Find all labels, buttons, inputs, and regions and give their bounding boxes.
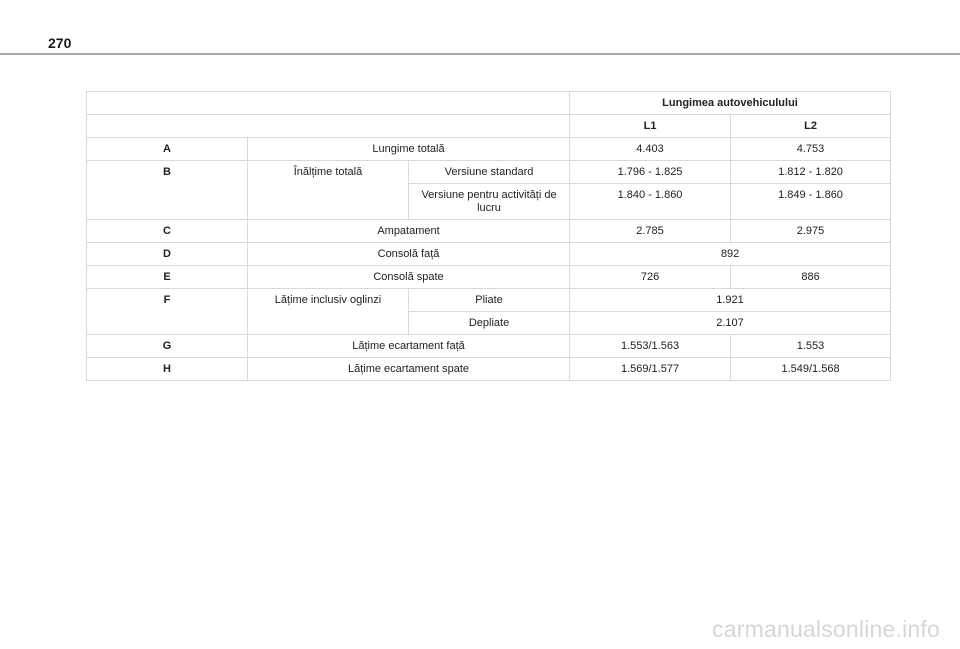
row-sublabel: Pliate — [409, 289, 570, 312]
value-l1: 726 — [570, 266, 731, 289]
value-l1: 1.840 - 1.860 — [570, 184, 731, 220]
header-divider — [0, 53, 960, 55]
row-sublabel: Depliate — [409, 312, 570, 335]
table-header-row — [87, 92, 891, 115]
value-l2: 4.753 — [731, 138, 891, 161]
value-l2: 1.812 - 1.820 — [731, 161, 891, 184]
row-label: Consolă față — [248, 243, 570, 266]
value-l2: 1.553 — [731, 335, 891, 358]
value-l1: 1.553/1.563 — [570, 335, 731, 358]
row-code: D — [87, 243, 248, 266]
row-code: F — [87, 289, 248, 335]
value-shared: 892 — [570, 243, 891, 266]
table-row — [87, 335, 891, 358]
value-shared: 1.921 — [570, 289, 891, 312]
vehicle-length-header: Lungimea autovehiculului — [570, 92, 891, 115]
value-l1: 1.569/1.577 — [570, 358, 731, 381]
value-shared: 2.107 — [570, 312, 891, 335]
value-l1: 2.785 — [570, 220, 731, 243]
page-number: 270 — [48, 35, 72, 51]
row-code: G — [87, 335, 248, 358]
row-label: Înălțime totală — [248, 161, 409, 220]
header-empty-cell — [87, 92, 570, 115]
table-row — [87, 220, 891, 243]
row-label: Lățime ecartament spate — [248, 358, 570, 381]
row-sublabel: Versiune standard — [409, 161, 570, 184]
table-row — [87, 243, 891, 266]
row-code: A — [87, 138, 248, 161]
value-l1: 4.403 — [570, 138, 731, 161]
table-row — [87, 161, 891, 184]
value-l2: 1.549/1.568 — [731, 358, 891, 381]
column-l1-header: L1 — [570, 115, 731, 138]
row-code: E — [87, 266, 248, 289]
row-sublabel: Versiune pentru activități de lucru — [409, 184, 570, 220]
table-row — [87, 289, 891, 312]
row-label: Lățime ecartament față — [248, 335, 570, 358]
row-label: Lungime totală — [248, 138, 570, 161]
value-l2: 886 — [731, 266, 891, 289]
row-code: C — [87, 220, 248, 243]
row-label: Ampatament — [248, 220, 570, 243]
row-label: Lățime inclusiv oglinzi — [248, 289, 409, 335]
table-subheader-row — [87, 115, 891, 138]
dimensions-table — [86, 91, 891, 381]
watermark: carmanualsonline.info — [712, 616, 940, 642]
table-row — [87, 358, 891, 381]
value-l1: 1.796 - 1.825 — [570, 161, 731, 184]
subheader-empty-cell — [87, 115, 570, 138]
table-row — [87, 266, 891, 289]
column-l2-header: L2 — [731, 115, 891, 138]
value-l2: 1.849 - 1.860 — [731, 184, 891, 220]
value-l2: 2.975 — [731, 220, 891, 243]
table-row — [87, 138, 891, 161]
row-code: B — [87, 161, 248, 220]
row-label: Consolă spate — [248, 266, 570, 289]
row-code: H — [87, 358, 248, 381]
